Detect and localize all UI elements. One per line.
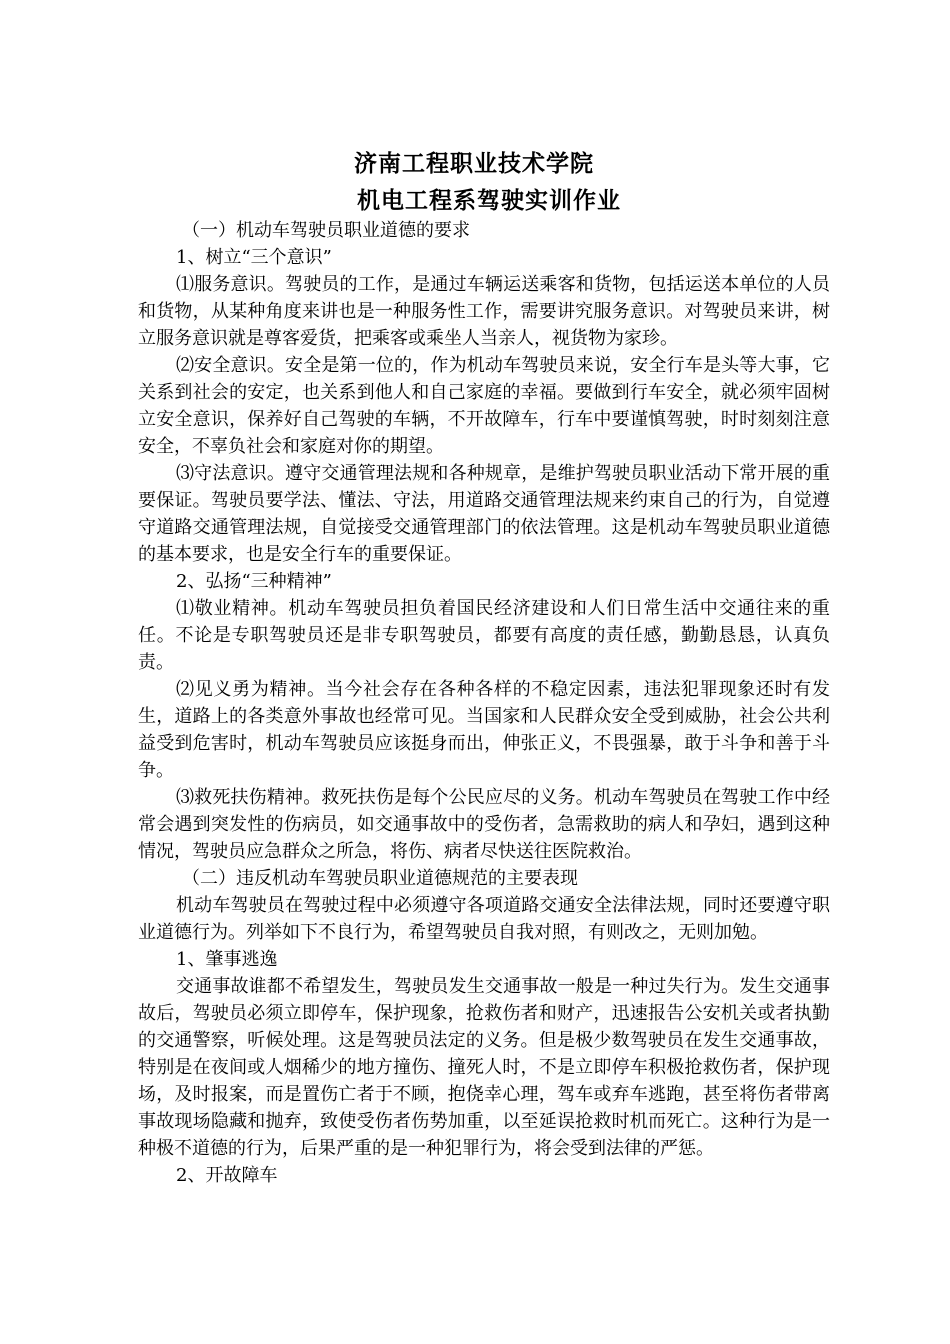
- subheading-2-1: 1、肇事逃逸: [176, 949, 278, 970]
- subheading-1-2: 2、弘扬“三种精神”: [176, 571, 332, 592]
- paragraph-safety-awareness: ⑵安全意识。安全是第一位的，作为机动车驾驶员来说，安全行车是头等大事，它关系到社会的安定，也关系到他人和自己家庭的幸福。要做到行车安全，就必须牢固树立安全意识，保养好自己驾驶的车辆，不开故障车，行车中要谨慎驾驶，时时刻刻注意安全，不辜负社会和家庭对你的期望。: [138, 355, 830, 457]
- paragraph-service-awareness: ⑴服务意识。驾驶员的工作，是通过车辆运送乘客和货物，包括运送本单位的人员和货物，从某种角度来讲也是一种服务性工作，需要讲究服务意识。对驾驶员来讲，树立服务意识就是尊客爱货，把乘客或乘坐人当亲人，视货物为家珍。: [138, 274, 830, 349]
- document-title: 济南工程职业技术学院: [354, 151, 594, 177]
- subheading-1-1: 1、树立“三个意识”: [176, 247, 332, 268]
- paragraph-dedication-spirit: ⑴敬业精神。机动车驾驶员担负着国民经济建设和人们日常生活中交通往来的重任。不论是专职驾驶员还是非专职驾驶员，都要有高度的责任感，勤勤恳恳，认真负责。: [138, 598, 830, 673]
- paragraph-intro-violations: 机动车驾驶员在驾驶过程中必须遵守各项道路交通安全法律法规，同时还要遵守职业道德行为。列举如下不良行为，希望驾驶员自我对照，有则改之，无则加勉。: [138, 895, 830, 943]
- document-page: [138, 148, 830, 1189]
- paragraph-bravery-spirit: ⑵见义勇为精神。当今社会存在各种各样的不稳定因素，违法犯罪现象还时有发生，道路上的各类意外事故也经常可见。当国家和人民群众安全受到威胁，社会公共利益受到危害时，机动车驾驶员应该挺身而出，伸张正义，不畏强暴，敢于斗争和善于斗争。: [138, 679, 830, 781]
- paragraph-rescue-spirit: ⑶救死扶伤精神。救死扶伤是每个公民应尽的义务。机动车驾驶员在驾驶工作中经常会遇到突发性的伤病员，如交通事故中的受伤者，急需救助的病人和孕妇，遇到这种情况，驾驶员应急群众之所急，将伤、病者尽快送往医院救治。: [138, 787, 830, 862]
- section-heading-1: （一）机动车驾驶员职业道德的要求: [182, 220, 470, 241]
- paragraph-law-awareness: ⑶守法意识。遵守交通管理法规和各种规章，是维护驾驶员职业活动下常开展的重要保证。驾驶员要学法、懂法、守法，用道路交通管理法规来约束自己的行为，自觉遵守道路交通管理法规，自觉接受交通管理部门的依法管理。这是机动车驾驶员职业道德的基本要求，也是安全行车的重要保证。: [138, 463, 830, 565]
- section-heading-2: （二）违反机动车驾驶员职业道德规范的主要表现: [182, 868, 578, 889]
- document-subtitle: 机电工程系驾驶实训作业: [357, 188, 621, 214]
- subheading-2-2: 2、开故障车: [176, 1165, 278, 1186]
- paragraph-hit-and-run: 交通事故谁都不希望发生，驾驶员发生交通事故一般是一种过失行为。发生交通事故后，驾驶员必须立即停车，保护现象，抢救伤者和财产，迅速报告公安机关或者执勤的交通警察，听候处理。这是驾驶员法定的义务。但是极少数驾驶员在发生交通事故，特别是在夜间或人烟稀少的地方撞伤、撞死人时，不是立即停车积极抢救伤者，保护现场，及时报案，而是置伤亡者于不顾，抱侥幸心理，驾车或弃车逃跑，甚至将伤者带离事故现场隐藏和抛弃，致使受伤者伤势加重，以至延误抢救时机而死亡。这种行为是一种极不道德的行为，后果严重的是一种犯罪行为，将会受到法律的严惩。: [138, 976, 830, 1159]
